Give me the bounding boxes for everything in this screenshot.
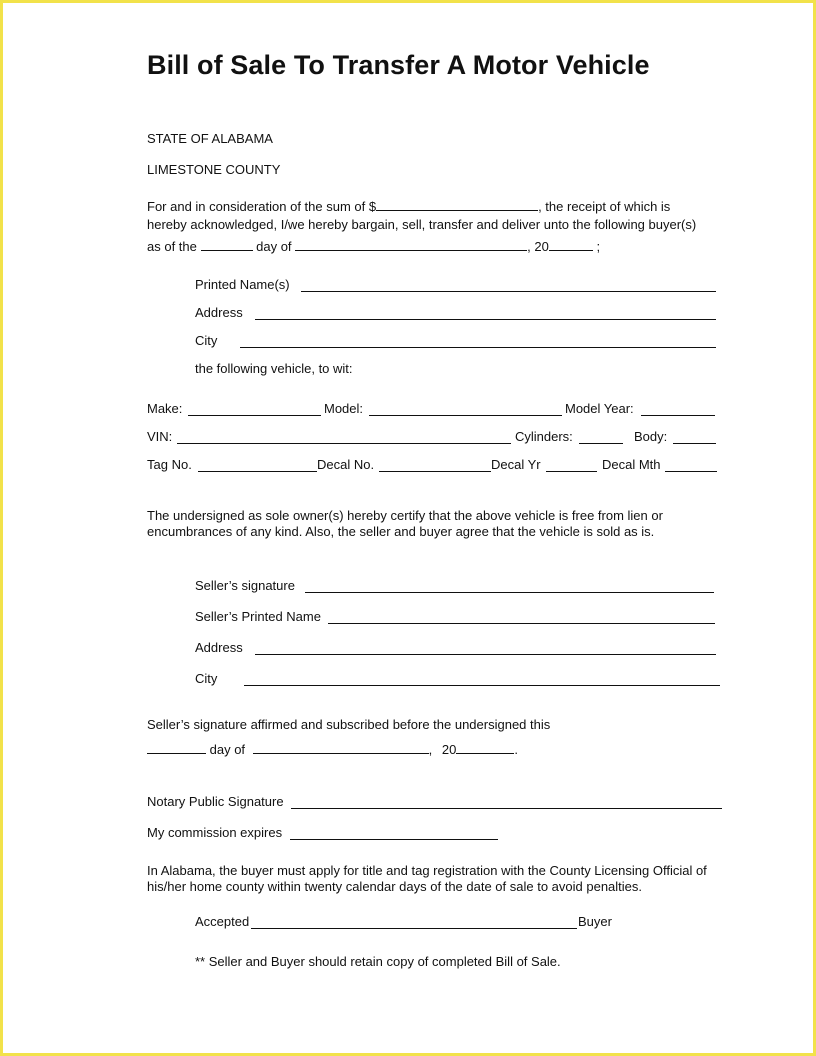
notice-line-2: his/her home county within twenty calendar days of the date of sale to avoid penalties.	[147, 879, 643, 894]
tag-no-field[interactable]	[198, 471, 317, 472]
consideration-text-b: , the receipt of which is	[538, 199, 671, 214]
vehicle-intro-text: the following vehicle, to wit:	[195, 361, 353, 376]
as-of-day-field[interactable]	[201, 237, 253, 251]
as-of-the-text: as of the	[147, 239, 197, 254]
state-label: STATE OF ALABAMA	[147, 131, 273, 146]
affirmation-period: .	[514, 742, 519, 757]
notary-signature-label: Notary Public Signature	[147, 794, 284, 809]
model-year-field[interactable]	[641, 415, 715, 416]
decal-yr-field[interactable]	[546, 471, 597, 472]
vin-field[interactable]	[177, 443, 511, 444]
day-of-text: day of	[256, 239, 292, 254]
sum-field[interactable]	[376, 197, 538, 211]
consideration-text-a: For and in consideration of the sum of $	[147, 199, 377, 214]
as-of-year-field[interactable]	[549, 237, 593, 251]
affirmation-day-of-text: day of	[209, 742, 246, 757]
affirmation-year-prefix: 20	[441, 742, 457, 757]
notice-line-1: In Alabama, the buyer must apply for title and tag registration with the County Licensing Official of	[147, 863, 707, 878]
footnote: ** Seller and Buyer should retain copy of completed Bill of Sale.	[195, 954, 561, 969]
seller-signature-field[interactable]	[305, 592, 714, 593]
consideration-line-1	[147, 197, 670, 215]
seller-city-field[interactable]	[244, 685, 720, 686]
affirmation-year-field[interactable]	[456, 740, 514, 754]
seller-address-field[interactable]	[255, 654, 716, 655]
year-prefix-text: , 20	[527, 239, 549, 254]
cylinders-field[interactable]	[579, 443, 623, 444]
buyer-address-label: Address	[195, 305, 243, 320]
decal-mth-field[interactable]	[665, 471, 717, 472]
seller-signature-label: Seller’s signature	[195, 578, 295, 593]
accepted-label: Accepted	[195, 914, 250, 929]
seller-address-label: Address	[195, 640, 243, 655]
tag-no-label: Tag No.	[147, 457, 192, 472]
body-label: Body:	[634, 429, 668, 444]
make-field[interactable]	[188, 415, 321, 416]
decal-no-field[interactable]	[379, 471, 491, 472]
certification-line-2: encumbrances of any kind. Also, the seller and buyer agree that the vehicle is sold as is.	[147, 524, 655, 539]
consideration-line-2: hereby acknowledged, I/we hereby bargain, sell, transfer and deliver unto the following buyer(s)	[147, 217, 697, 232]
buyer-label: Buyer	[578, 914, 612, 929]
commission-expires-label: My commission expires	[147, 825, 283, 840]
seller-printed-name-label: Seller’s Printed Name	[195, 609, 321, 624]
affirmation-line-1: Seller’s signature affirmed and subscribed before the undersigned this	[147, 717, 551, 732]
seller-city-label: City	[195, 671, 218, 686]
accepted-field[interactable]	[251, 928, 577, 929]
commission-expires-field[interactable]	[290, 839, 498, 840]
semicolon-text: ;	[596, 239, 601, 254]
buyer-printed-name-field[interactable]	[301, 291, 716, 292]
model-year-label: Model Year:	[565, 401, 634, 416]
affirmation-day-field[interactable]	[147, 740, 206, 754]
affirmation-comma: ,	[428, 742, 433, 757]
buyer-printed-name-label: Printed Name(s)	[195, 277, 290, 292]
decal-no-label: Decal No.	[317, 457, 375, 472]
seller-printed-name-field[interactable]	[328, 623, 715, 624]
notary-signature-field[interactable]	[291, 808, 722, 809]
document-title: Bill of Sale To Transfer A Motor Vehicle	[147, 50, 650, 80]
buyer-city-label: City	[195, 333, 218, 348]
as-of-month-field[interactable]	[295, 237, 527, 251]
county-label: LIMESTONE COUNTY	[147, 162, 281, 177]
buyer-city-field[interactable]	[240, 347, 716, 348]
make-label: Make:	[147, 401, 183, 416]
model-field[interactable]	[369, 415, 562, 416]
certification-line-1: The undersigned as sole owner(s) hereby certify that the above vehicle is free from lien or	[147, 508, 663, 523]
decal-yr-label: Decal Yr	[491, 457, 541, 472]
buyer-address-field[interactable]	[255, 319, 716, 320]
affirmation-line-2	[147, 740, 518, 758]
consideration-line-3	[147, 237, 600, 255]
decal-mth-label: Decal Mth	[602, 457, 661, 472]
cylinders-label: Cylinders:	[515, 429, 573, 444]
body-field[interactable]	[673, 443, 716, 444]
vin-label: VIN:	[147, 429, 173, 444]
affirmation-month-field[interactable]	[253, 740, 429, 754]
model-label: Model:	[324, 401, 364, 416]
